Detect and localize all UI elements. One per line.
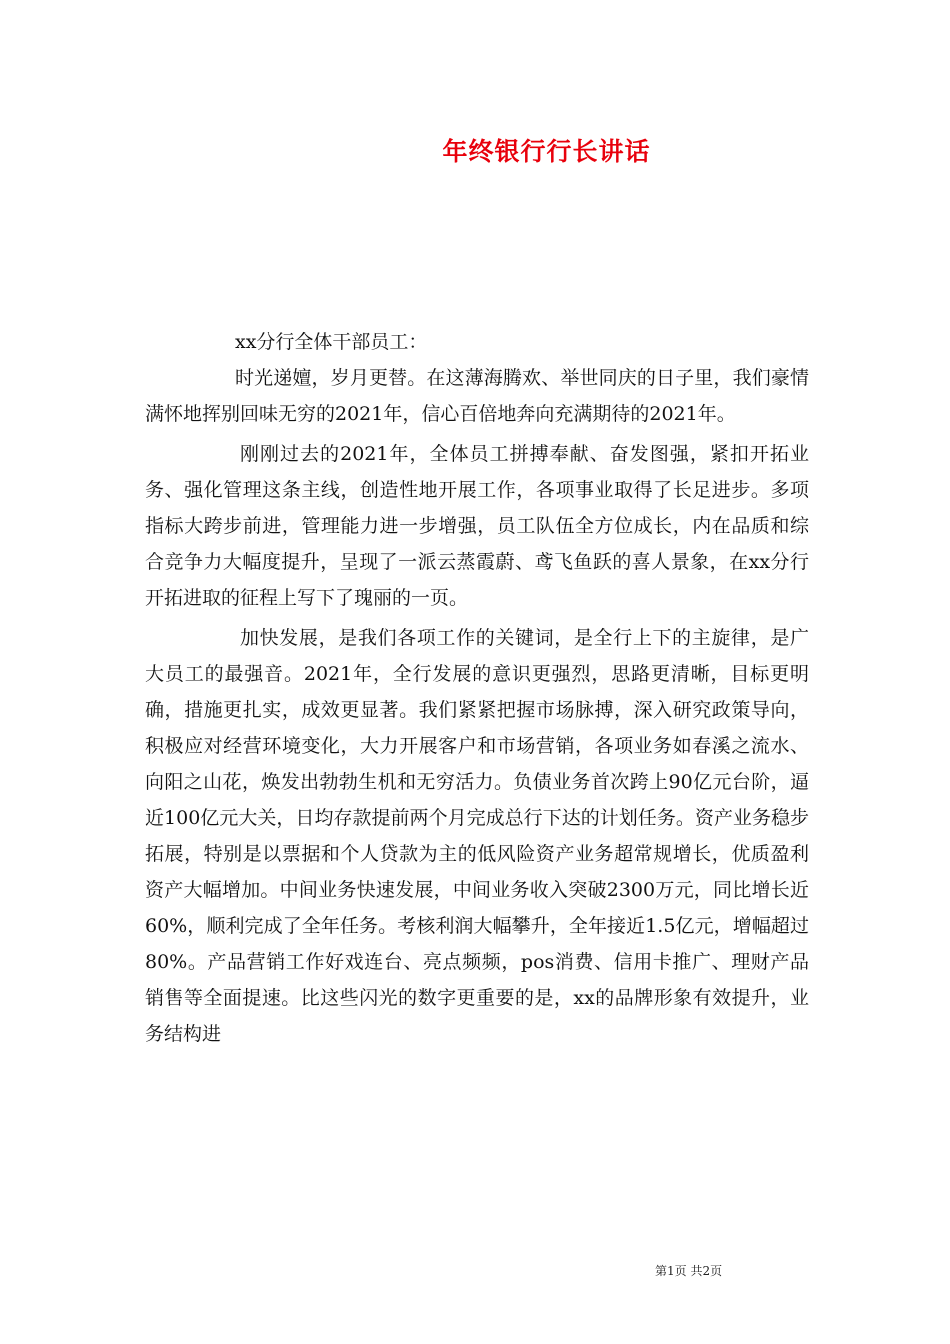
paragraph-2: 刚刚过去的2021年，全体员工拼搏奉献、奋发图强，紧扣开拓业务、强化管理这条主线，创造性地开展工作，各项事业取得了长足进步。多项指标大跨步前进，管理能力进一步增强，员工队伍全方位成长，内在品质和综合竞争力大幅度提升，呈现了一派云蒸霞蔚、鸢飞鱼跃的喜人景象，在xx分行开拓进取的征程上写下了瑰丽的一页。 xyxy=(145,443,809,609)
document-body xyxy=(145,324,809,1052)
salutation: xx分行全体干部员工： xyxy=(235,331,428,353)
document-title: 年终银行行长讲话 xyxy=(442,137,651,166)
paragraph-1: 时光递嬗，岁月更替。在这薄海腾欢、举世同庆的日子里，我们豪情满怀地挥别回味无穷的2021年，信心百倍地奔向充满期待的2021年。 xyxy=(145,367,809,425)
page-number-footer: 第1页 共2页 xyxy=(655,1264,723,1278)
paragraph-3: 加快发展，是我们各项工作的关键词，是全行上下的主旋律，是广大员工的最强音。2021年，全行发展的意识更强烈，思路更清晰，目标更明确，措施更扎实，成效更显著。我们紧紧把握市场脉搏，深入研究政策导向，积极应对经营环境变化，大力开展客户和市场营销，各项业务如春溪之流水、向阳之山花，焕发出勃勃生机和无穷活力。负债业务首次跨上90亿元台阶，逼近100亿元大关，日均存款提前两个月完成总行下达的计划任务。资产业务稳步拓展，特别是以票据和个人贷款为主的低风险资产业务超常规增长，优质盈利资产大幅增加。中间业务快速发展，中间业务收入突破2300万元，同比增长近60%，顺利完成了全年任务。考核利润大幅攀升，全年接近1.5亿元，增幅超过80%。产品营销工作好戏连台、亮点频频，pos消费、信用卡推广、理财产品销售等全面提速。比这些闪光的数字更重要的是，xx的品牌形象有效提升，业务结构进 xyxy=(145,627,809,1045)
